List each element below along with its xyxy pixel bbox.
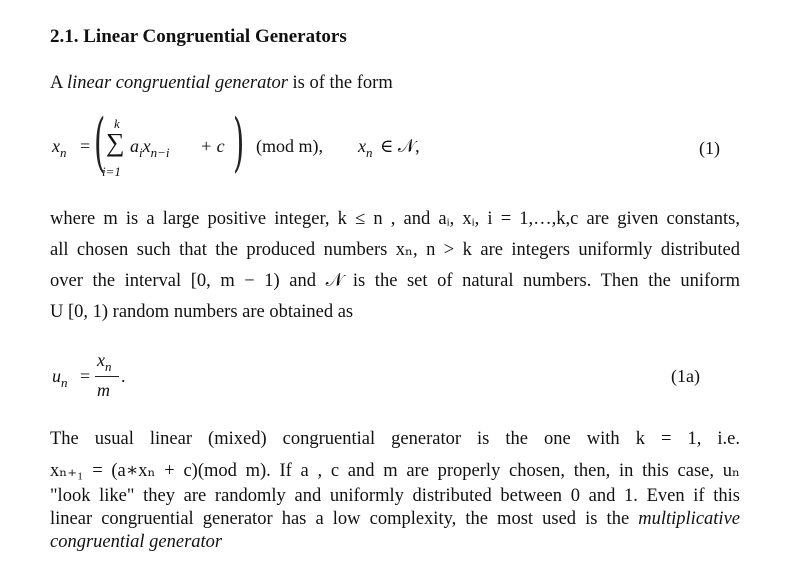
eq1a-dot: . — [121, 366, 126, 386]
equation-1a — [50, 350, 750, 402]
eq1-mod: (mod m), — [256, 136, 323, 156]
section-heading — [50, 26, 347, 48]
equation-number-1a: (1a) — [671, 366, 700, 386]
equation-number-1: (1) — [699, 138, 720, 158]
para1-line-1: where m is a large positive integer, k ≤ n , and aᵢ, xᵢ, i = 1,…,k,c are given constants, — [50, 209, 740, 229]
equation-1 — [50, 106, 750, 182]
paragraph-constants — [50, 204, 740, 328]
eq1a-fraction-line — [95, 376, 119, 377]
eq1-plus-c: + c — [200, 136, 225, 156]
eq1a-denominator: m — [97, 380, 110, 400]
para1-line-2: all chosen such that the produced numbers xₙ, n > k are integers uniformly distributed — [50, 240, 740, 260]
intro-sentence — [50, 72, 393, 94]
eq1-term: $a_ix_{n-i}$ — [130, 136, 170, 160]
eq1-equals: = — [80, 136, 91, 156]
eq1-sum-symbol: ∑ — [106, 128, 125, 157]
intro-suffix: is of the form — [287, 73, 393, 93]
eq1-sum-bottom: i=1 — [102, 164, 121, 179]
para1-line-4: U [0, 1) random numbers are obtained as — [50, 302, 354, 322]
para2-line-3: "look like" they are randomly and uniformly distributed between 0 and 1. Even if this — [50, 486, 740, 506]
para2-line-5: congruential generator — [50, 532, 223, 552]
paragraph-conclusion — [50, 485, 740, 554]
eq1-xn: $x_n$ — [358, 136, 373, 160]
section-number: 2.1. — [50, 26, 79, 47]
eq1-left-paren: ( — [94, 106, 106, 180]
para2-line-4: linear congruential generator has a low complexity, the most used is the multiplicative — [50, 509, 740, 529]
eq1a-lhs: $u_n$ — [52, 366, 68, 390]
eq1a-numerator: $x_n$ — [97, 350, 112, 374]
eq1-sum-top: k — [114, 116, 120, 131]
eq1-in-set: ∈ 𝒩, — [380, 136, 420, 156]
intro-prefix: A — [50, 73, 67, 93]
intro-term: linear congruential generator — [66, 73, 288, 93]
para1-line-3: over the interval [0, m − 1) and 𝒩 is the set of natural numbers. Then the uniform — [50, 271, 740, 291]
para2-line-1: The usual linear (mixed) congruential generator is the one with k = 1, i.e. — [50, 429, 740, 449]
para2-line-2: xₙ₊₁ = (a∗xₙ + c)(mod m). If a , c and m are properly chosen, then, in this case, uₙ — [50, 461, 740, 481]
eq1-right-paren: ) — [233, 106, 245, 180]
eq1-lhs: $x_n$ — [52, 136, 67, 160]
section-title: Linear Congruential Generators — [83, 26, 347, 47]
paragraph-mixed-generator — [50, 423, 740, 487]
eq1a-equals: = — [80, 366, 91, 386]
